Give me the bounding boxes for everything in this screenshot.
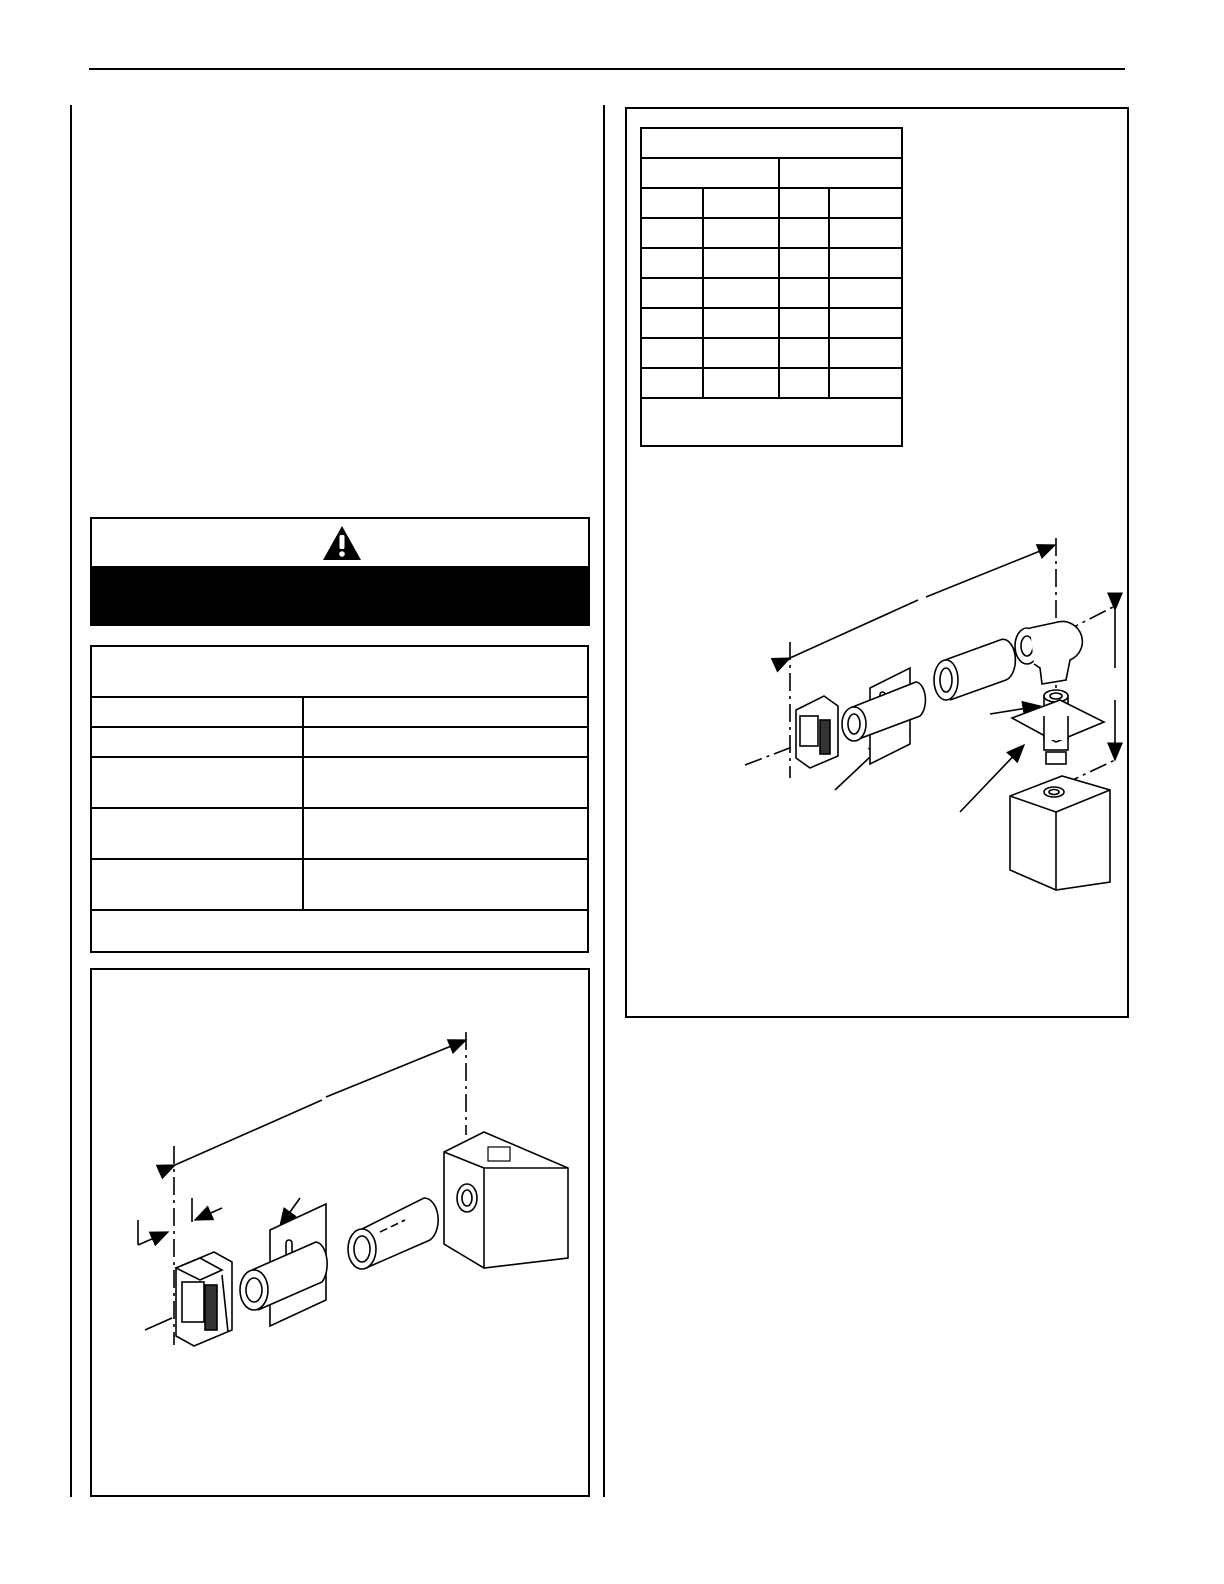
table-cell: [829, 308, 902, 338]
table-cell: [641, 338, 703, 368]
table-row: [641, 188, 902, 218]
vent-table: [640, 127, 903, 447]
vent-table-group-header: [641, 158, 779, 188]
vent-table-column-header: [779, 188, 829, 218]
vent-table-footnote: [641, 398, 902, 446]
table-row: [641, 368, 902, 398]
table-cell: [703, 278, 779, 308]
table-row: [641, 128, 902, 158]
vent-table-column-header: [641, 188, 703, 218]
table-cell: [829, 338, 902, 368]
table-cell: [779, 308, 829, 338]
warning-header: [90, 517, 590, 566]
table-cell: [303, 727, 589, 757]
left-margin-rule: [70, 105, 72, 1497]
table-cell: [703, 338, 779, 368]
table-row: [641, 278, 902, 308]
warning-message-bar: [90, 566, 590, 626]
table-cell: [703, 308, 779, 338]
table-cell: [703, 248, 779, 278]
table-row: [90, 727, 589, 757]
figure-horizontal-frame: [90, 968, 590, 1497]
table-row: [641, 158, 902, 188]
table-cell: [90, 727, 303, 757]
table-cell: [779, 368, 829, 398]
table-cell: [779, 218, 829, 248]
column-divider-rule: [603, 105, 605, 1497]
vent-table-column-header: [829, 188, 902, 218]
vent-table-group-header: [779, 158, 902, 188]
table-cell: [90, 808, 303, 859]
table-row: [90, 910, 589, 950]
table-row: [90, 697, 589, 727]
header-rule: [89, 68, 1125, 70]
table-cell: [90, 697, 303, 727]
spec-table: [90, 696, 589, 950]
table-cell: [703, 368, 779, 398]
table-cell: [641, 278, 703, 308]
table-row: [90, 808, 589, 859]
table-row: [90, 757, 589, 808]
table-cell: [829, 368, 902, 398]
table-cell: [90, 757, 303, 808]
table-row: [641, 218, 902, 248]
table-cell: [829, 278, 902, 308]
table-cell: [779, 338, 829, 368]
table-cell: [641, 368, 703, 398]
vent-table-title: [641, 128, 902, 158]
spec-table-footnote: [90, 910, 589, 950]
table-cell: [641, 248, 703, 278]
table-row: [641, 338, 902, 368]
table-cell: [90, 859, 303, 910]
vent-table-column-header: [703, 188, 779, 218]
warning-triangle-icon: [322, 525, 362, 561]
table-row: [641, 248, 902, 278]
table-row: [641, 398, 902, 446]
table-cell: [303, 697, 589, 727]
table-cell: [779, 278, 829, 308]
table-cell: [779, 248, 829, 278]
table-cell: [829, 248, 902, 278]
table-cell: [303, 859, 589, 910]
table-cell: [703, 218, 779, 248]
table-cell: [303, 757, 589, 808]
table-cell: [303, 808, 589, 859]
table-cell: [641, 308, 703, 338]
table-cell: [829, 218, 902, 248]
left-column-text: [92, 110, 587, 500]
table-cell: [641, 218, 703, 248]
table-row: [90, 859, 589, 910]
table-row: [641, 308, 902, 338]
